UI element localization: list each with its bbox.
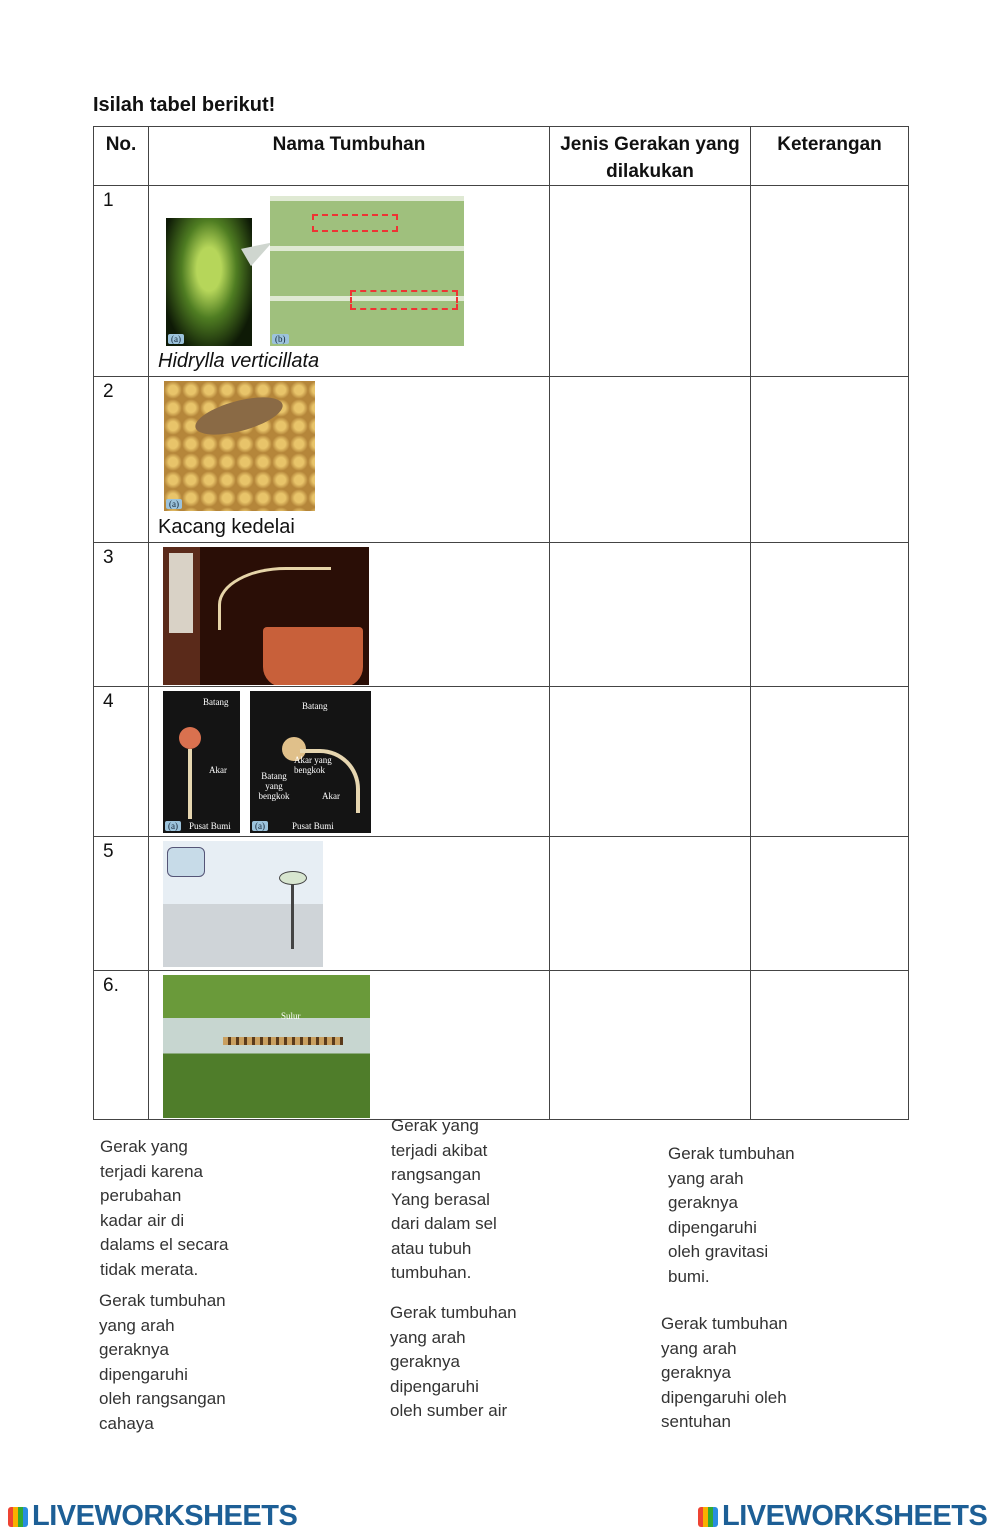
movement-answer-cell[interactable] bbox=[550, 377, 751, 543]
liveworksheets-icon bbox=[8, 1507, 28, 1527]
row-number: 3 bbox=[94, 543, 149, 687]
plant-cell bbox=[149, 377, 550, 543]
root-label: Akar bbox=[209, 765, 227, 775]
movement-answer-cell[interactable] bbox=[550, 837, 751, 971]
earth-center-label: Pusat Bumi bbox=[189, 821, 231, 831]
phototropism-plant-image bbox=[163, 547, 369, 685]
bent-stem-label: Batang yang bengkok bbox=[258, 771, 290, 801]
watering-can bbox=[167, 847, 205, 877]
movement-answer-cell[interactable] bbox=[550, 971, 751, 1120]
row-number: 5 bbox=[94, 837, 149, 971]
description-answer-cell[interactable] bbox=[751, 186, 909, 377]
row-number: 2 bbox=[94, 377, 149, 543]
hydrilla-cell-image bbox=[270, 196, 464, 346]
seedlings bbox=[218, 567, 331, 630]
answer-option[interactable]: Gerak yang terjadi akibat rangsangan Yang berasal dari dalam sel atau tubuh tumbuhan. bbox=[391, 1116, 497, 1282]
movement-answer-cell[interactable] bbox=[550, 186, 751, 377]
header-plant-name: Nama Tumbuhan bbox=[149, 127, 550, 186]
hydrilla-leaf-image bbox=[166, 218, 252, 346]
plant-cell bbox=[149, 687, 550, 837]
geotropism-image-a bbox=[163, 691, 240, 833]
plant-cell bbox=[149, 971, 550, 1120]
bent-root-label: Akar yang bengkok bbox=[294, 755, 332, 775]
seedling bbox=[291, 879, 294, 949]
movement-answer-cell[interactable] bbox=[550, 687, 751, 837]
stem-label: Batang bbox=[203, 697, 229, 707]
liveworksheets-logo-right bbox=[698, 1500, 987, 1533]
table-row bbox=[94, 687, 909, 837]
label-a: (a) bbox=[168, 334, 184, 344]
liveworksheets-icon bbox=[698, 1507, 718, 1527]
soybean-image bbox=[164, 381, 315, 511]
table-header-row bbox=[94, 127, 909, 186]
row-number: 4 bbox=[94, 687, 149, 837]
answer-option[interactable]: Gerak tumbuhan yang arah geraknya dipengaruhi oleh sentuhan bbox=[661, 1314, 788, 1431]
table-row bbox=[94, 543, 909, 687]
tendril-image bbox=[163, 975, 370, 1118]
liveworksheets-logo-left bbox=[8, 1500, 297, 1533]
description-answer-cell[interactable] bbox=[751, 377, 909, 543]
root-label: Akar bbox=[322, 791, 340, 801]
description-answer-cell[interactable] bbox=[751, 687, 909, 837]
flower-pot bbox=[263, 627, 363, 685]
plant-name: Hidrylla verticillata bbox=[158, 350, 320, 372]
answer-option[interactable]: Gerak tumbuhan yang arah geraknya dipengaruhi oleh sumber air bbox=[390, 1303, 517, 1420]
earth-center-label: Pusat Bumi bbox=[292, 821, 334, 831]
plant-cell bbox=[149, 186, 550, 377]
root bbox=[188, 749, 192, 819]
stem-label: Batang bbox=[302, 701, 328, 711]
label-a: (a) bbox=[166, 499, 182, 509]
seedling-leaf bbox=[279, 871, 307, 885]
description-answer-cell[interactable] bbox=[751, 543, 909, 687]
label-a: (a) bbox=[165, 821, 181, 831]
tendril-coil bbox=[223, 1037, 343, 1045]
plant-name: Kacang kedelai bbox=[158, 516, 295, 538]
movement-answer-cell[interactable] bbox=[550, 543, 751, 687]
cytoplasm-flow-box bbox=[312, 214, 398, 232]
plant-cell bbox=[149, 837, 550, 971]
answer-option[interactable]: Gerak tumbuhan yang arah geraknya dipengaruhi oleh rangsangan cahaya bbox=[99, 1291, 226, 1433]
label-b: (b) bbox=[272, 334, 289, 344]
logo-text: LIVEWORKSHEETS bbox=[722, 1500, 988, 1532]
logo-text: LIVEWORKSHEETS bbox=[32, 1500, 298, 1532]
table-row bbox=[94, 377, 909, 543]
row-number: 6. bbox=[94, 971, 149, 1120]
window bbox=[169, 553, 193, 633]
soybean-pod bbox=[192, 390, 287, 442]
header-description: Keterangan bbox=[751, 127, 909, 186]
hydrotropism-image bbox=[163, 841, 323, 967]
row-number: 1 bbox=[94, 186, 149, 377]
worksheet-table bbox=[93, 126, 909, 1120]
plant-cell bbox=[149, 543, 550, 687]
instruction-title: Isilah tabel berikut! bbox=[93, 94, 276, 116]
geotropism-image-b bbox=[250, 691, 371, 833]
table-row bbox=[94, 837, 909, 971]
table-row bbox=[94, 186, 909, 377]
header-movement-type: Jenis Gerakan yang dilakukan bbox=[550, 127, 751, 186]
label-a: (a) bbox=[252, 821, 268, 831]
seed bbox=[179, 727, 201, 749]
description-answer-cell[interactable] bbox=[751, 971, 909, 1120]
cytoplasm-flow-box bbox=[350, 290, 458, 310]
answer-option[interactable]: Gerak yang terjadi karena perubahan kadar air di dalams el secara tidak merata. bbox=[100, 1137, 229, 1279]
answer-option[interactable]: Gerak tumbuhan yang arah geraknya dipengaruhi oleh gravitasi bumi. bbox=[668, 1144, 795, 1286]
table-row bbox=[94, 971, 909, 1120]
description-answer-cell[interactable] bbox=[751, 837, 909, 971]
header-no: No. bbox=[94, 127, 149, 186]
tendril-label: Sulur bbox=[281, 1011, 301, 1021]
